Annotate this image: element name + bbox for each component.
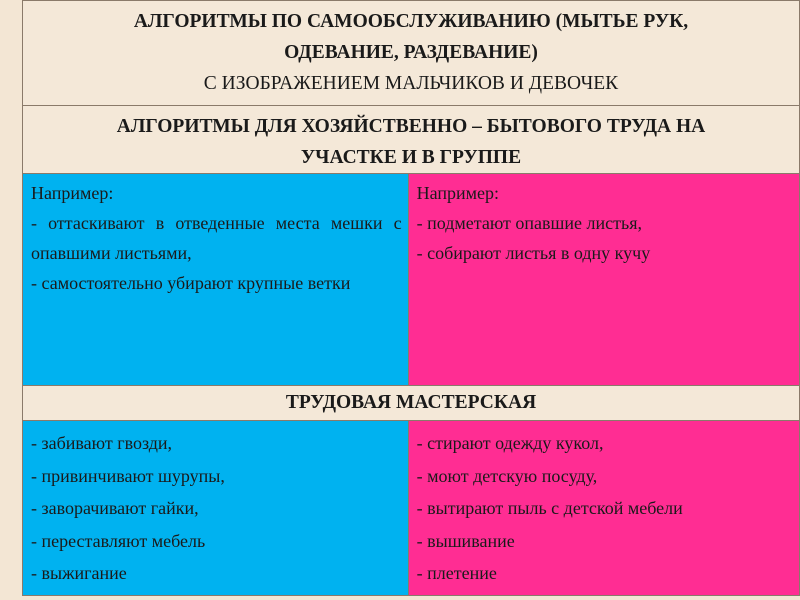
- workshop-right-item: - плетение: [416, 563, 497, 583]
- header-household-labor-line1: АЛГОРИТМЫ ДЛЯ ХОЗЯЙСТВЕННО – БЫТОВОГО ТРУДА НА: [116, 116, 706, 137]
- workshop-left-item: - заворачивают гайки,: [31, 498, 199, 518]
- header-self-service-line3: С ИЗОБРАЖЕНИЕМ МАЛЬЧИКОВ И ДЕВОЧЕК: [203, 73, 619, 94]
- workshop-right-item: - моют детскую посуду,: [416, 465, 598, 486]
- workshop-right-cell: [408, 421, 799, 596]
- header-workshop: [23, 386, 800, 421]
- household-left-cell: [23, 174, 409, 386]
- household-right-item: - собирают листья в одну кучу: [416, 243, 651, 263]
- header-workshop-title: ТРУДОВАЯ МАСТЕРСКАЯ: [285, 392, 537, 413]
- household-left-text: [23, 174, 408, 298]
- household-left-item: - оттаскивают в отведенные места мешки с опавшими листьями,: [31, 213, 402, 263]
- household-left-item: - самостоятельно убирают крупные ветки: [31, 273, 351, 293]
- header-self-service: [23, 1, 800, 106]
- household-right-text: [409, 174, 799, 268]
- workshop-left-item: - переставляют мебель: [31, 530, 206, 551]
- workshop-right-list: [409, 421, 799, 590]
- header-self-service-line2: ОДЕВАНИЕ, РАЗДЕВАНИЕ): [284, 42, 538, 63]
- workshop-right-item: - стирают одежду кукол,: [416, 433, 604, 453]
- household-right-item: - подметают опавшие листья,: [416, 213, 642, 233]
- workshop-left-item: - привинчивают шурупы,: [31, 465, 225, 486]
- workshop-left-list: [23, 421, 408, 590]
- workshop-right-item: - вытирают пыль с детской мебели: [416, 498, 683, 518]
- header-household-labor: [23, 106, 800, 174]
- household-right-intro: Например:: [416, 183, 500, 203]
- household-right-cell: [408, 174, 799, 386]
- workshop-left-item: - забивают гвозди,: [31, 433, 173, 453]
- household-left-intro: Например:: [31, 183, 114, 203]
- header-household-labor-line2: УЧАСТКЕ И В ГРУППЕ: [300, 147, 522, 168]
- content-table: [22, 0, 800, 596]
- workshop-left-item: - выжигание: [31, 563, 127, 583]
- workshop-left-cell: [23, 421, 409, 596]
- workshop-right-item: - вышивание: [416, 530, 515, 551]
- header-self-service-line1: АЛГОРИТМЫ ПО САМООБСЛУЖИВАНИЮ (МЫТЬЕ РУК,: [133, 11, 689, 32]
